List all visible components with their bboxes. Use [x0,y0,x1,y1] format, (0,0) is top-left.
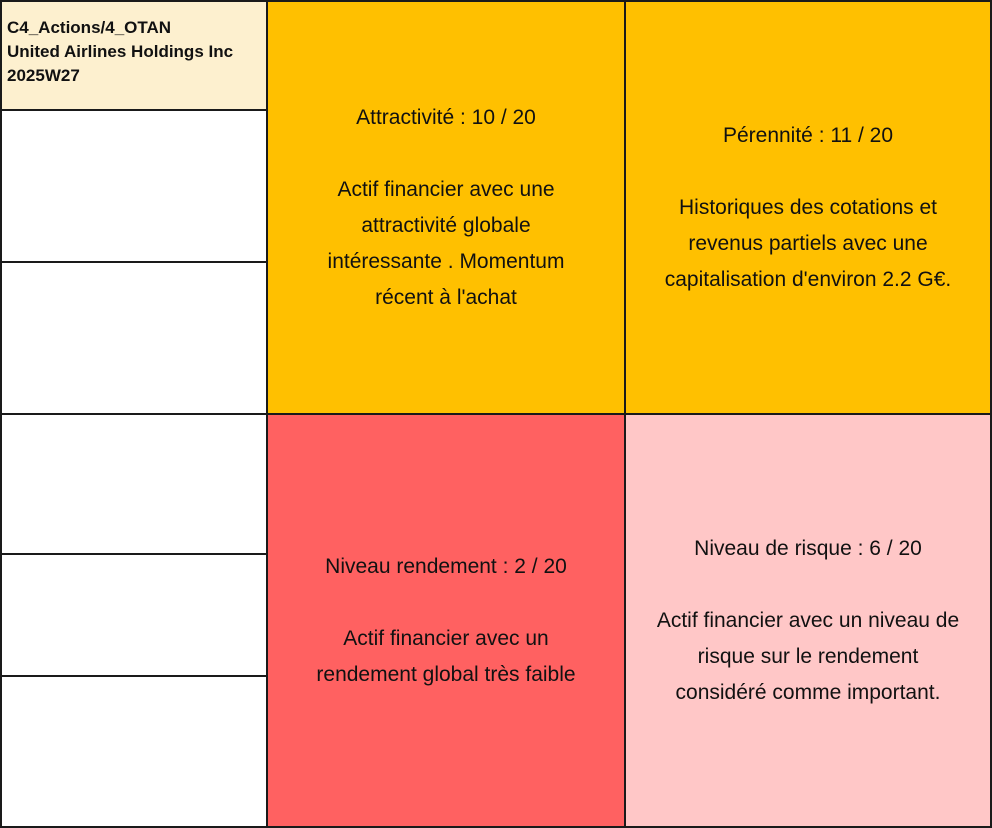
empty-cell-1 [0,109,268,263]
company-name: United Airlines Holdings Inc [7,42,234,61]
empty-cell-2 [0,261,268,415]
asset-header-cell [0,0,268,111]
attractivite-description: Actif financier avec une attractivité globale intéressante . Momentum récent à l'achat [327,177,565,309]
attractivite-panel [266,0,626,415]
perennite-title: Pérennité : 11 / 20 [722,123,894,147]
empty-cell-4 [0,553,268,677]
risque-title: Niveau de risque : 6 / 20 [694,536,922,560]
portfolio-path: C4_Actions/4_OTAN [7,18,172,37]
attractivite-title: Attractivité : 10 / 20 [356,105,536,129]
rendement-panel [266,413,626,828]
empty-cell-3 [0,413,268,555]
risque-panel [624,413,992,828]
rendement-title: Niveau rendement : 2 / 20 [325,554,567,578]
empty-cell-5 [0,675,268,828]
rendement-description: Actif financier avec un rendement global très faible [316,626,576,686]
perennite-panel [624,0,992,415]
risque-description: Actif financier avec un niveau de risque sur le rendement considéré comme important. [656,608,960,704]
perennite-description: Historiques des cotations et revenus partiels avec une capitalisation d'environ 2.2 G€. [664,195,952,291]
week-label: 2025W27 [7,66,80,85]
